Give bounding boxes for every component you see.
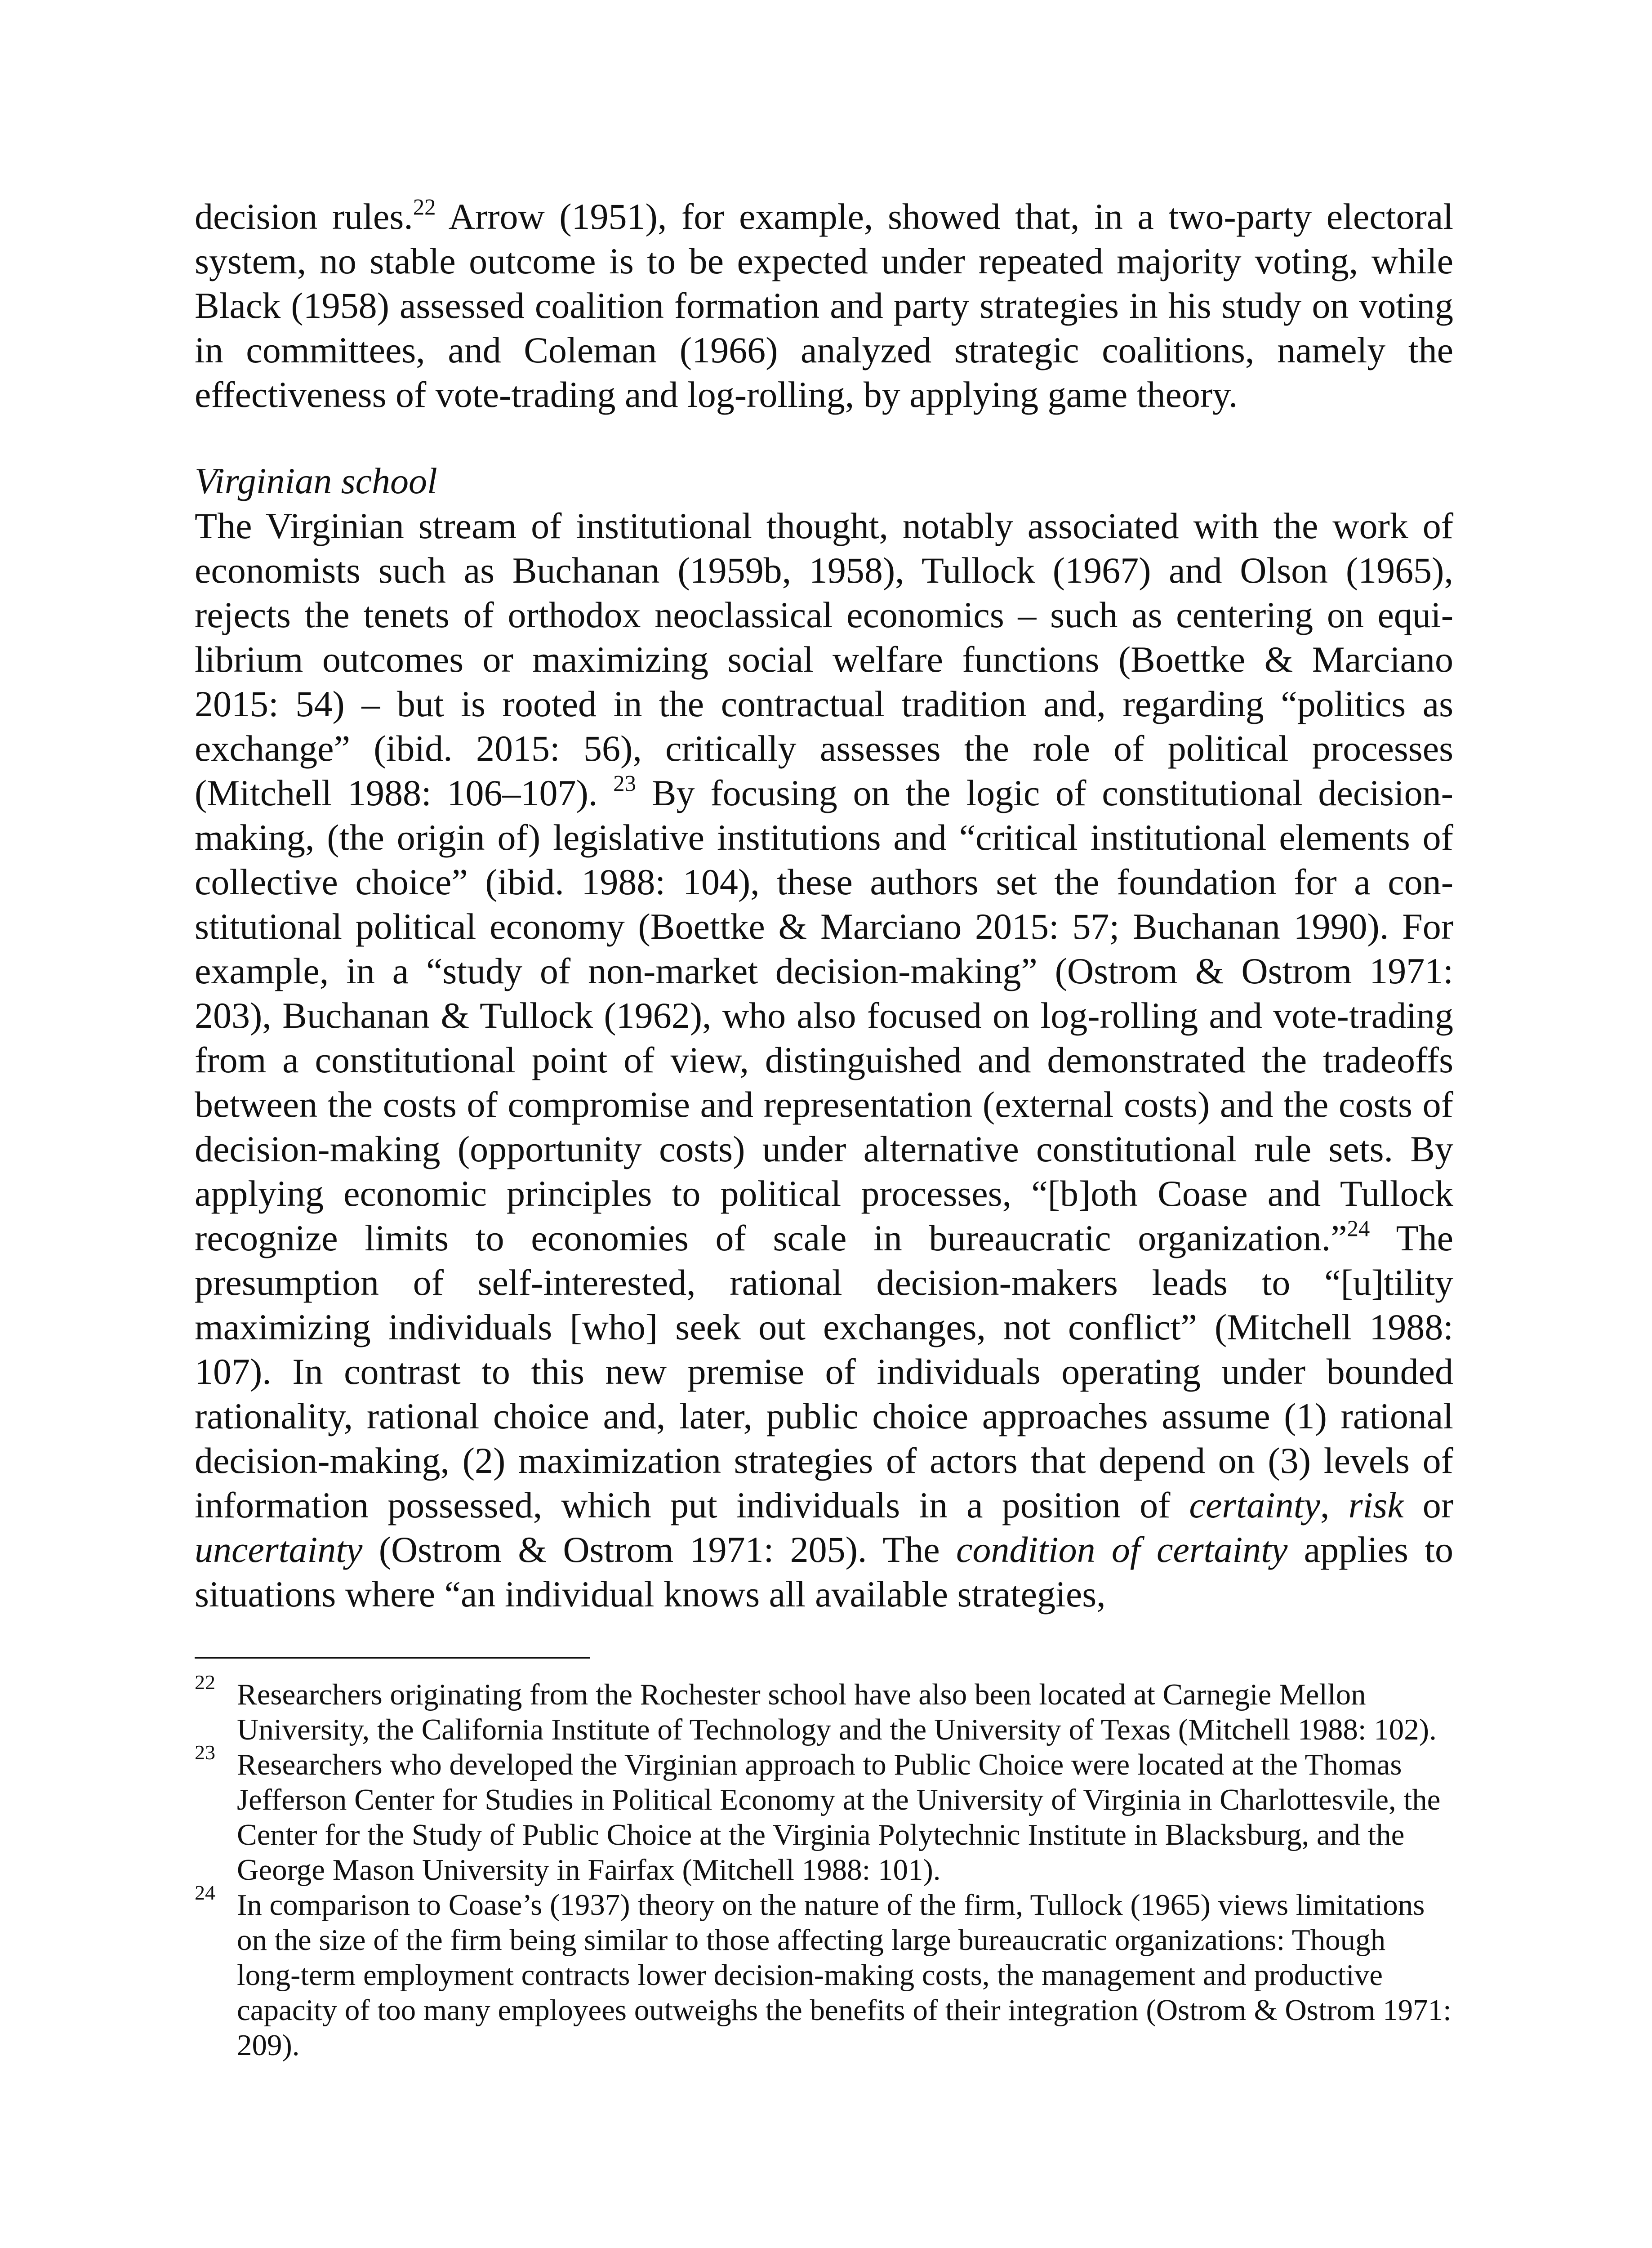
footnote-number: 24 (195, 1881, 215, 1904)
body-paragraph-2 (195, 504, 1453, 1616)
footnote-number: 23 (195, 1741, 215, 1764)
footnote-23 (195, 1741, 1453, 1887)
paragraph-text-run: Arrow (1951), for example, showed that, in a two-party electoral system, no stable outcome is to be expected under repeated majority voting, while Black (1958) assessed coalition formation and party strategies in his study on voting in committees, and Coleman (1966) analyzed strategic coalitions, namely the effectiveness of vote-trading and log-rolling, by applying game theory. (195, 196, 1453, 415)
paragraph-text-run: By focusing on the logic of constitutional decision-making, (the origin of) legislative institutions and “critical institutional elements of collective choice” (ibid. 1988: 104), these authors set the foundation for a constitutional political economy (Boettke & Marciano 2015: 57; Buchanan 1990). For example, in a “study of non-market decision-making” (Ostrom & Ostrom 1971: 203), Buchanan & Tullock (1962), who also focused on log-rolling and vote-trading from a constitutional point of view, distinguished and demonstrated the tradeoffs between the costs of compromise and representation (external costs) and the costs of decision-making (opportunity costs) under alternative constitutional rule sets. By applying economic principles to political processes, “[b]oth Coase and Tullock recognize limits to economies of scale in bureaucratic organization.” (195, 772, 1453, 1258)
paragraph-text-run: The presumption of self-interested, rational decision-makers leads to “[u]tility maximizing individuals [who] seek out exchanges, not conflict” (Mitchell 1988: 107). In contrast to this new premise of individuals operating under bounded rationality, rational choice and, later, public choice approaches assume (1) rational decision-making, (2) maximization strategies of actors that depend on (3) levels of information possessed, which put individuals in a position of (195, 1218, 1453, 1525)
paragraph-text-run: or (1403, 1485, 1454, 1525)
footnote-22 (195, 1671, 1453, 1747)
footnotes-section (195, 1671, 1453, 2063)
footnote-marker-23[interactable]: 23 (613, 771, 636, 796)
paragraph-text-run: (Ostrom & Ostrom 1971: 205). The (362, 1529, 956, 1570)
footnote-text: In comparison to Coase’s (1937) theory on the nature of the firm, Tullock (1965) views limitations on the size of the firm being similar to those affecting large bureaucratic organizations: Though long-term employment contracts lower decision-making costs, the management and productive capacity of too many employees outweighs the benefits of their integration (Ostrom & Ostrom 1971: 209). (237, 1888, 1452, 2062)
footnote-text: Researchers who developed the Virginian approach to Public Choice were located at the Thomas Jefferson Center for Studies in Political Economy at the University of Virginia in Charlottesvile, the Center for the Study of Public Choice at the Virginia Polytechnic Institute in Blacksburg, and the George Mason University in Fairfax (Mitchell 1988: 101). (237, 1748, 1441, 1887)
footnote-marker-22[interactable]: 22 (413, 194, 436, 220)
italic-term-condition-of-certainty: condition of certainty (956, 1529, 1288, 1570)
italic-term-uncertainty: uncertainty (195, 1529, 363, 1570)
paragraph-text-run: applies to situations where “an individual knows all available strategies, (195, 1529, 1453, 1615)
paragraph-text-run: , (1320, 1485, 1349, 1525)
italic-term-risk: risk (1348, 1485, 1404, 1525)
paragraph-text (195, 504, 1453, 1616)
paragraph-text-run: The Virginian stream of institutional thought, notably associated with the work of economists such as Buchanan (1959b, 1958), Tullock (1967) and Olson (1965), rejects the tenets of orthodox neoclassical economics – such as centering on equilibrium outcomes or maximizing social welfare functions (Boettke & Marciano 2015: 54) – but is rooted in the contractual tradition and, regarding “politics as exchange” (ibid. 2015: 56), critically assesses the role of political processes (Mitchell 1988: 106–107). (195, 505, 1453, 813)
footnote-separator-rule (195, 1657, 590, 1659)
footnote-24 (195, 1881, 1453, 2063)
body-paragraph-1 (195, 194, 1453, 417)
footnote-text: Researchers originating from the Rochester school have also been located at Carnegie Mellon University, the California Institute of Technology and the University of Texas (Mitchell 1988: 102). (237, 1678, 1437, 1746)
paragraph-text-run: decision rules. (195, 196, 413, 237)
italic-term-certainty: certainty (1189, 1485, 1320, 1525)
footnote-marker-24[interactable]: 24 (1347, 1216, 1370, 1241)
paragraph-text (195, 194, 1453, 417)
footnote-number: 22 (195, 1671, 215, 1694)
section-heading: Virginian school (195, 460, 437, 501)
